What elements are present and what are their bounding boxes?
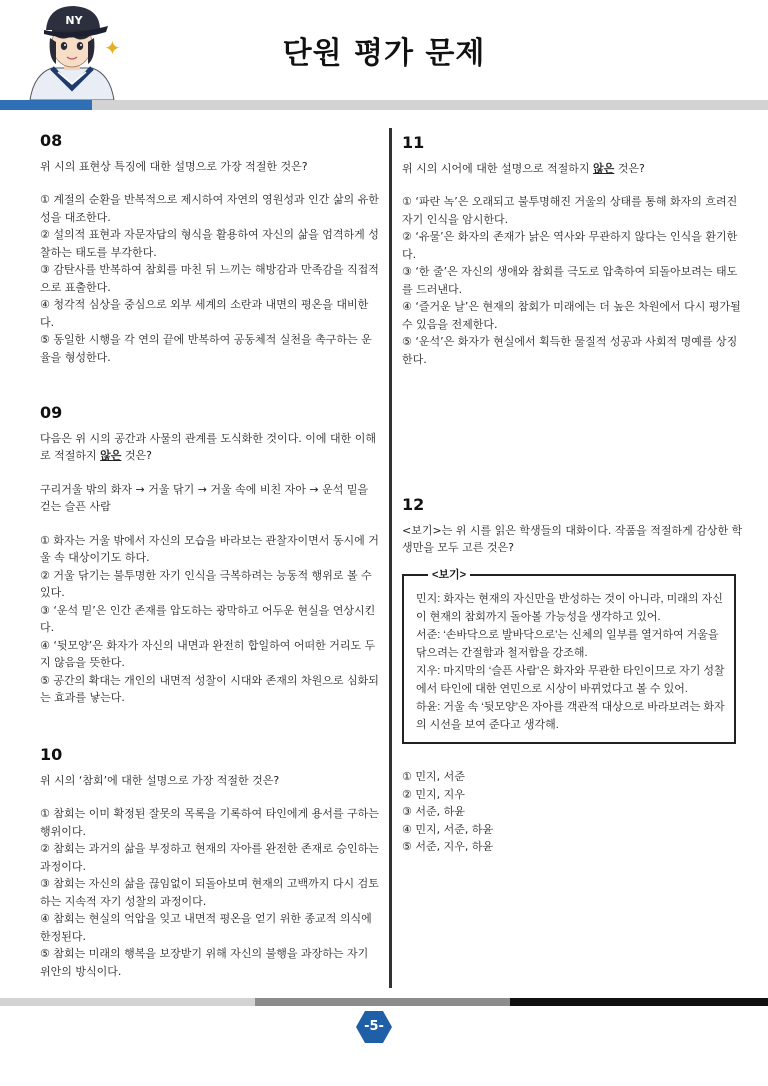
question-number: 08 bbox=[40, 131, 63, 150]
page-number: -5- bbox=[364, 1019, 384, 1034]
option-4[interactable]: ④ 청각적 심상을 중심으로 외부 세계의 소란과 내면의 평온을 대비한다. bbox=[40, 298, 369, 329]
option-1[interactable]: ① 화자는 거울 밖에서 자신의 모습을 바라보는 관찰자이면서 동시에 거울 속 대상이기도 하다. bbox=[40, 533, 379, 564]
stem-text: 위 시의 시어에 대한 설명으로 적절하지 bbox=[402, 161, 593, 175]
question-stem: <보기>는 위 시를 읽은 학생들의 대화이다. 작품을 적절하게 감상한 학생만을 모두 고른 것은? bbox=[402, 523, 743, 554]
bogi-line-jiwoo: 지우: 마지막의 ‘슬픈 사람’은 화자와 무관한 타인이므로 자기 성찰에서 타인에 대한 연민으로 시상이 바뀌었다고 볼 수 있어. bbox=[416, 665, 725, 695]
option-1[interactable]: ① 민지, 서준 bbox=[402, 770, 465, 783]
option-4[interactable]: ④ 민지, 서준, 하윤 bbox=[402, 822, 494, 836]
column-divider bbox=[389, 128, 392, 988]
page-header bbox=[0, 0, 768, 112]
option-2[interactable]: ② 설의적 표현과 자문자답의 형식을 활용하여 자신의 삶을 엄격하게 성찰하는 태도를 부각한다. bbox=[40, 228, 379, 259]
question-12-options bbox=[402, 768, 744, 856]
question-12 bbox=[402, 496, 744, 573]
option-5[interactable]: ⑤ 공간의 확대는 개인의 내면적 성찰이 시대와 존재의 차원으로 심화되는 효과를 낳는다. bbox=[40, 673, 379, 704]
header-rule bbox=[92, 100, 768, 110]
question-number: 12 bbox=[402, 495, 425, 514]
question-11 bbox=[402, 134, 744, 368]
question-stem bbox=[40, 430, 382, 465]
bogi-line-seojun: 서준: ‘손바닥으로 발바닥으로’는 신체의 일부를 열거하여 거울을 닦으려는 간절함과 철저함을 강조해. bbox=[416, 629, 719, 659]
option-4[interactable]: ④ 참회는 현실의 억압을 잊고 내면적 평온을 얻기 위한 종교적 의식에 한정된다. bbox=[40, 912, 372, 943]
bogi-dialogue bbox=[416, 590, 728, 734]
option-1[interactable]: ① 계절의 순환을 반복적으로 제시하여 자연의 영원성과 인간 삶의 유한성을 대조한다. bbox=[40, 193, 379, 224]
option-2[interactable]: ② 민지, 지우 bbox=[402, 787, 465, 801]
svg-text:NY: NY bbox=[65, 14, 83, 27]
option-1[interactable]: ① 참회는 이미 확정된 잘못의 목록을 기록하여 타인에게 용서를 구하는 행위이다. bbox=[40, 807, 379, 838]
option-4[interactable]: ④ ‘뒷모양’은 화자가 자신의 내면과 완전히 합일하여 어떠한 거리도 두지 않음을 뜻한다. bbox=[40, 638, 376, 669]
option-5[interactable]: ⑤ ‘운석’은 화자가 현실에서 획득한 물질적 성공과 사회적 명예를 상징한다. bbox=[402, 335, 738, 366]
question-stem: 위 시의 ‘참회’에 대한 설명으로 가장 적절한 것은? bbox=[40, 773, 280, 787]
bogi-line-hayun: 하윤: 거울 속 ‘뒷모양’은 자아를 객관적 대상으로 바라보려는 화자의 시선을 보여 준다고 생각해. bbox=[416, 701, 725, 731]
option-3[interactable]: ③ 서준, 하윤 bbox=[402, 805, 465, 818]
option-3[interactable]: ③ ‘운석 밑’은 인간 존재를 압도하는 광막하고 어두운 현실을 연상시킨다. bbox=[40, 603, 376, 634]
page-number-badge bbox=[355, 1010, 393, 1044]
footer-rule-mid bbox=[255, 998, 510, 1006]
option-3[interactable]: ③ 감탄사를 반복하여 참회를 마친 뒤 느끼는 해방감과 만족감을 직접적으로 표출한다. bbox=[40, 263, 379, 294]
question-08 bbox=[40, 132, 382, 366]
footer-rule-light bbox=[0, 998, 255, 1006]
question-number: 10 bbox=[40, 745, 63, 764]
question-10 bbox=[40, 746, 382, 980]
question-stem: 위 시의 표현상 특징에 대한 설명으로 가장 적절한 것은? bbox=[40, 159, 308, 173]
option-2[interactable]: ② ‘유물’은 화자의 존재가 낡은 역사와 무관하지 않다는 인식을 환기한다. bbox=[402, 230, 738, 261]
option-3[interactable]: ③ ‘한 줄’은 자신의 생애와 참회를 극도로 압축하여 되돌아보려는 태도를 드러낸다. bbox=[402, 265, 738, 296]
stem-text-end: 것은? bbox=[121, 449, 152, 462]
stem-text-end: 것은? bbox=[614, 161, 645, 175]
footer-rule-dark bbox=[510, 998, 768, 1006]
option-5[interactable]: ⑤ 참회는 미래의 행복을 보장받기 위해 자신의 불행을 과장하는 자기 위안의 방식이다. bbox=[40, 947, 369, 978]
header-accent-bar bbox=[0, 100, 92, 110]
stem-text: 다음은 위 시의 공간과 사물의 관계를 도식화한 것이다. 이에 대한 이해로 적절하지 bbox=[40, 431, 376, 462]
option-5[interactable]: ⑤ 서준, 지우, 하윤 bbox=[402, 840, 494, 853]
bogi-box bbox=[402, 569, 736, 744]
option-2[interactable]: ② 참회는 과거의 삶을 부정하고 현재의 자아를 완전한 존재로 승인하는 과정이다. bbox=[40, 842, 379, 873]
option-2[interactable]: ② 거울 닦기는 불투명한 자기 인식을 극복하려는 능동적 행위로 볼 수 있다. bbox=[40, 568, 372, 599]
sparkle-icon: ✦ bbox=[104, 36, 121, 60]
bogi-line-minji: 민지: 화자는 현재의 자신만을 반성하는 것이 아니라, 미래의 자신이 현재의 참회까지 돌아볼 가능성을 생각하고 있어. bbox=[416, 593, 723, 623]
option-4[interactable]: ④ ‘즐거운 날’은 현재의 참회가 미래에는 더 높은 차원에서 다시 평가될 수 있음을 전제한다. bbox=[402, 300, 741, 331]
question-09 bbox=[40, 404, 382, 707]
bogi-label: <보기> bbox=[428, 566, 470, 582]
diagram-passage: 구리거울 밖의 화자 → 거울 닦기 → 거울 속에 비친 자아 → 운석 밑을 걷는 슬픈 사람 bbox=[40, 482, 369, 513]
page-title: 단원 평가 문제 bbox=[282, 36, 486, 71]
option-5[interactable]: ⑤ 동일한 시행을 각 연의 끝에 반복하여 공동체적 실천을 촉구하는 운율을 형성한다. bbox=[40, 333, 372, 364]
option-3[interactable]: ③ 참회는 자신의 삶을 끊임없이 되돌아보며 현재의 고백까지 다시 검토하는 지속적 자기 성찰의 과정이다. bbox=[40, 877, 379, 908]
question-number: 11 bbox=[402, 133, 425, 152]
question-stem bbox=[402, 160, 744, 178]
negation-emphasis: 않은 bbox=[593, 161, 615, 175]
question-number: 09 bbox=[40, 403, 63, 422]
negation-emphasis: 않은 bbox=[100, 449, 122, 462]
option-1[interactable]: ① ‘파란 녹’은 오래되고 불투명해진 거울의 상태를 통해 화자의 흐려진 자기 인식을 암시한다. bbox=[402, 195, 738, 226]
